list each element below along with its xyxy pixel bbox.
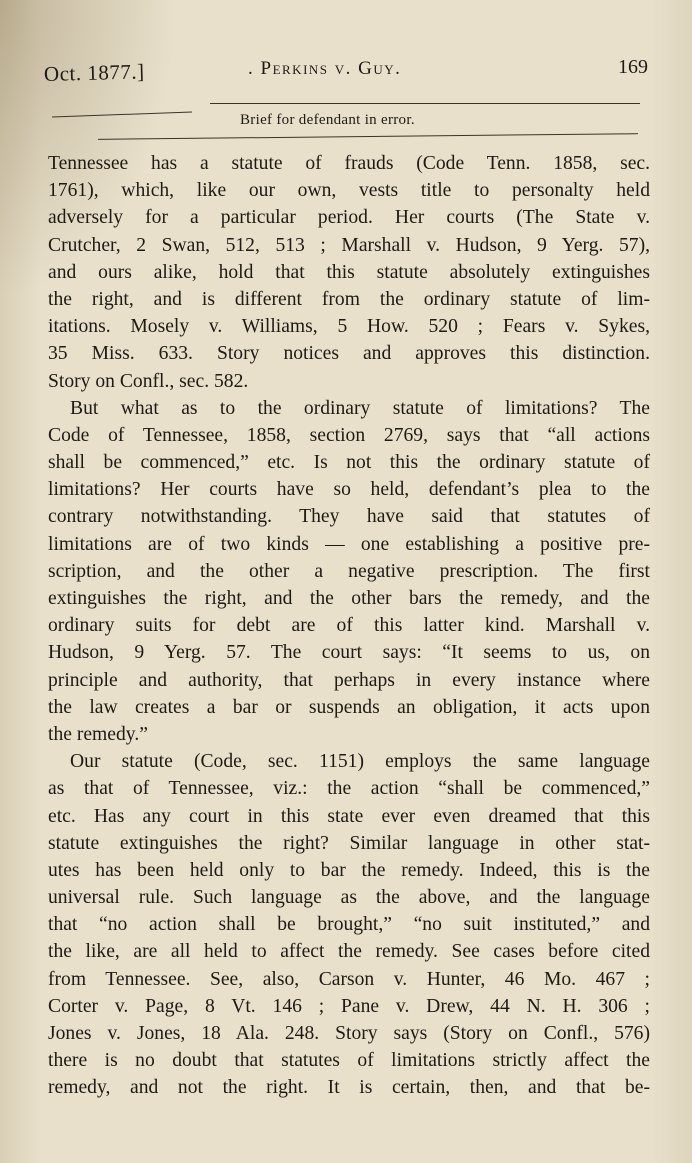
text-line: statute extinguishes the right? Similar language in other stat- [48, 832, 650, 854]
header-date: Oct. 1877.] [43, 59, 145, 86]
text-line: ordinary suits for debt are of this latter kind. Marshall v. [48, 615, 650, 637]
text-line: Corter v. Page, 8 Vt. 146 ; Pane v. Drew, 44 N. H. 306 ; [48, 995, 650, 1017]
header-rule-top-left [52, 112, 192, 118]
text-line: 35 Miss. 633. Story notices and approves this distinction. [48, 343, 650, 365]
text-line: Our statute (Code, sec. 1151) employs the same language [70, 751, 650, 773]
text-line: limitations? Her courts have so held, defendant’s plea to the [48, 479, 650, 501]
header-rule-bottom [98, 133, 638, 140]
text-line: adversely for a particular period. Her courts (The State v. [48, 207, 650, 229]
text-line: and ours alike, hold that this statute absolutely extinguishes [48, 261, 650, 283]
text-line: scription, and the other a negative prescription. The first [48, 560, 650, 582]
text-line: from Tennessee. See, also, Carson v. Hunter, 46 Mo. 467 ; [48, 968, 650, 990]
text-line: remedy, and not the right. It is certain, then, and that be- [48, 1077, 650, 1099]
text-line: there is no doubt that statutes of limitations strictly affect the [48, 1050, 650, 1072]
page-number: 169 [618, 56, 648, 78]
text-line: shall be commenced,” etc. Is not this the ordinary statute of [48, 452, 650, 474]
text-line: utes has been held only to bar the remedy. Indeed, this is the [48, 859, 650, 881]
text-line: Code of Tennessee, 1858, section 2769, says that “all actions [48, 424, 650, 446]
header-rule-top [210, 103, 640, 104]
text-line: the remedy.” [48, 723, 148, 745]
text-line: principle and authority, that perhaps in every instance where [48, 669, 650, 691]
text-line: the like, are all held to affect the remedy. See cases before cited [48, 941, 650, 963]
body-text [48, 150, 650, 1102]
text-line: But what as to the ordinary statute of limitations? The [70, 397, 650, 419]
text-line: universal rule. Such language as the above, and the language [48, 887, 650, 909]
subheading: Brief for defendant in error. [240, 112, 415, 128]
text-line: itations. Mosely v. Williams, 5 How. 520 ; Fears v. Sykes, [48, 316, 650, 338]
text-line: contrary notwithstanding. They have said that statutes of [48, 506, 650, 528]
text-line: 1761), which, like our own, vests title to personalty held [48, 180, 650, 202]
text-line: Crutcher, 2 Swan, 512, 513 ; Marshall v. Hudson, 9 Yerg. 57), [48, 234, 650, 256]
text-line: limitations are of two kinds — one establishing a positive pre- [48, 533, 650, 555]
header-case-title: . Perkins v. Guy. [248, 58, 402, 79]
text-line: that “no action shall be brought,” “no suit instituted,” and [48, 914, 650, 936]
text-line: Tennessee has a statute of frauds (Code Tenn. 1858, sec. [48, 153, 650, 174]
text-line: Hudson, 9 Yerg. 57. The court says: “It seems to us, on [48, 642, 650, 664]
text-line: the right, and is different from the ordinary statute of lim- [48, 288, 650, 310]
text-line: Story on Confl., sec. 582. [48, 370, 249, 392]
text-line: Jones v. Jones, 18 Ala. 248. Story says (Story on Confl., 576) [48, 1023, 650, 1044]
text-line: etc. Has any court in this state ever even dreamed that this [48, 805, 650, 827]
running-head [44, 54, 648, 88]
text-line: extinguishes the right, and the other bars the remedy, and the [48, 588, 650, 609]
text-line: the law creates a bar or suspends an obligation, it acts upon [48, 696, 650, 718]
text-line: as that of Tennessee, viz.: the action “shall be commenced,” [48, 778, 650, 800]
